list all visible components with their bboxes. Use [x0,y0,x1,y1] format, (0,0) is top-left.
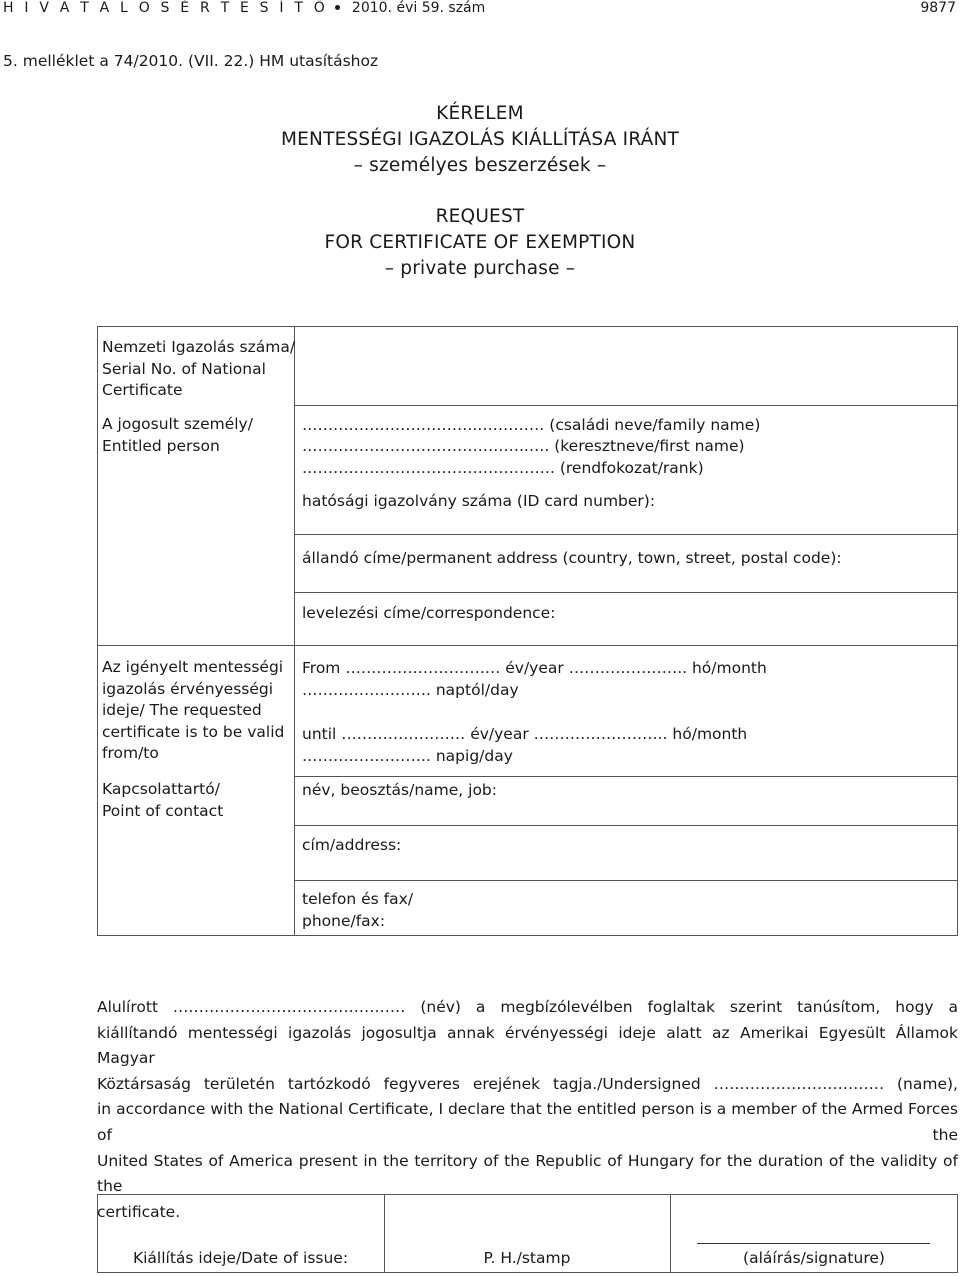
contact-phone-fax-field[interactable]: telefon és fax/ phone/fax: [302,890,414,930]
stamp-label: P. H./stamp [483,1249,571,1267]
running-header-left [3,0,485,16]
title-en-line3: – private purchase – [384,258,576,279]
row-divider [294,592,958,593]
id-card-number-field[interactable]: hatósági igazolvány száma (ID card number): [302,492,656,510]
rank-field[interactable]: …………………………………………. (rendfokozat/rank) [302,459,704,477]
title-hu-line2: MENTESSÉGI IGAZOLÁS KIÁLLÍTÁSA IRÁNT [280,129,680,150]
signature-line[interactable] [697,1243,930,1244]
publication-name: H I V A T A L O S É R T E S Í T Ő [3,0,329,16]
title-hu-line3: – személyes beszerzések – [353,155,607,176]
validity-period-label: Az igényelt mentességi igazolás érvényességi ideje/ The requested certificate is to be valid from/to [102,658,285,762]
row-divider [294,880,958,881]
declaration-line: kiállítandó mentességi igazolás jogosultja annak érvényességi ideje alatt az Amerikai Egyesült Államok Magyar [97,1023,958,1068]
issue-number: 2010. évi 59. szám [351,0,486,16]
valid-from-day-field[interactable]: ……………………. naptól/day [302,681,519,699]
serial-number-label: Nemzeti Igazolás száma/ Serial No. of National Certificate [102,338,296,399]
title-en-line2: FOR CERTIFICATE OF EXEMPTION [324,232,636,253]
signature-label: (aláírás/signature) [743,1249,885,1267]
valid-until-day-field[interactable]: ……………………. napig/day [302,747,513,765]
row-divider [294,776,958,777]
declaration-line: United States of America present in the territory of the Republic of Hungary for the duration of the validity of the [97,1151,958,1196]
date-of-issue-label: Kiállítás ideje/Date of issue: [132,1249,349,1267]
declaration-line: certificate. [97,1202,181,1221]
row-divider [97,645,958,646]
correspondence-address-field[interactable]: levelezési címe/correspondence: [302,604,556,622]
title-hu-line1: KÉRELEM [436,103,524,124]
entitled-person-label: A jogosult személy/ Entitled person [102,415,253,455]
annex-reference: 5. melléklet a 74/2010. (VII. 22.) HM utasításhoz [3,52,379,70]
contact-address-field[interactable]: cím/address: [302,836,402,854]
valid-until-year-month-field[interactable]: until …………………… év/year …………………….. hó/month [302,725,748,743]
valid-from-year-month-field[interactable]: From ………………………… év/year ………………….. hó/month [302,659,767,677]
point-of-contact-label: Kapcsolattartó/ Point of contact [102,780,224,820]
bullet-icon [335,5,340,10]
row-divider [294,534,958,535]
page-number: 9877 [920,0,956,16]
first-name-field[interactable]: ……………………………………..…. (keresztneve/first name) [302,437,745,455]
family-name-field[interactable]: ……………………………..………… (családi neve/family name) [302,416,761,434]
declaration-paragraph [97,995,958,1225]
contact-name-job-field[interactable]: név, beosztás/name, job: [302,781,497,799]
title-en-line1: REQUEST [435,206,525,227]
form-column-divider [294,326,295,936]
declaration-line: in accordance with the National Certificate, I declare that the entitled person is a member of the Armed Forces of the [97,1100,958,1144]
declaration-line: Alulírott ……………………………………… (név) a megbízólevélben foglaltak szerint tanúsítom, hogy a [97,998,958,1016]
row-divider [294,825,958,826]
declaration-line: Köztársaság területén tartózkodó fegyveres erejének tagja./Undersigned …………………………… (name), [97,1074,958,1093]
row-divider [294,405,958,406]
permanent-address-field[interactable]: állandó címe/permanent address (country, town, street, postal code): [302,549,842,567]
